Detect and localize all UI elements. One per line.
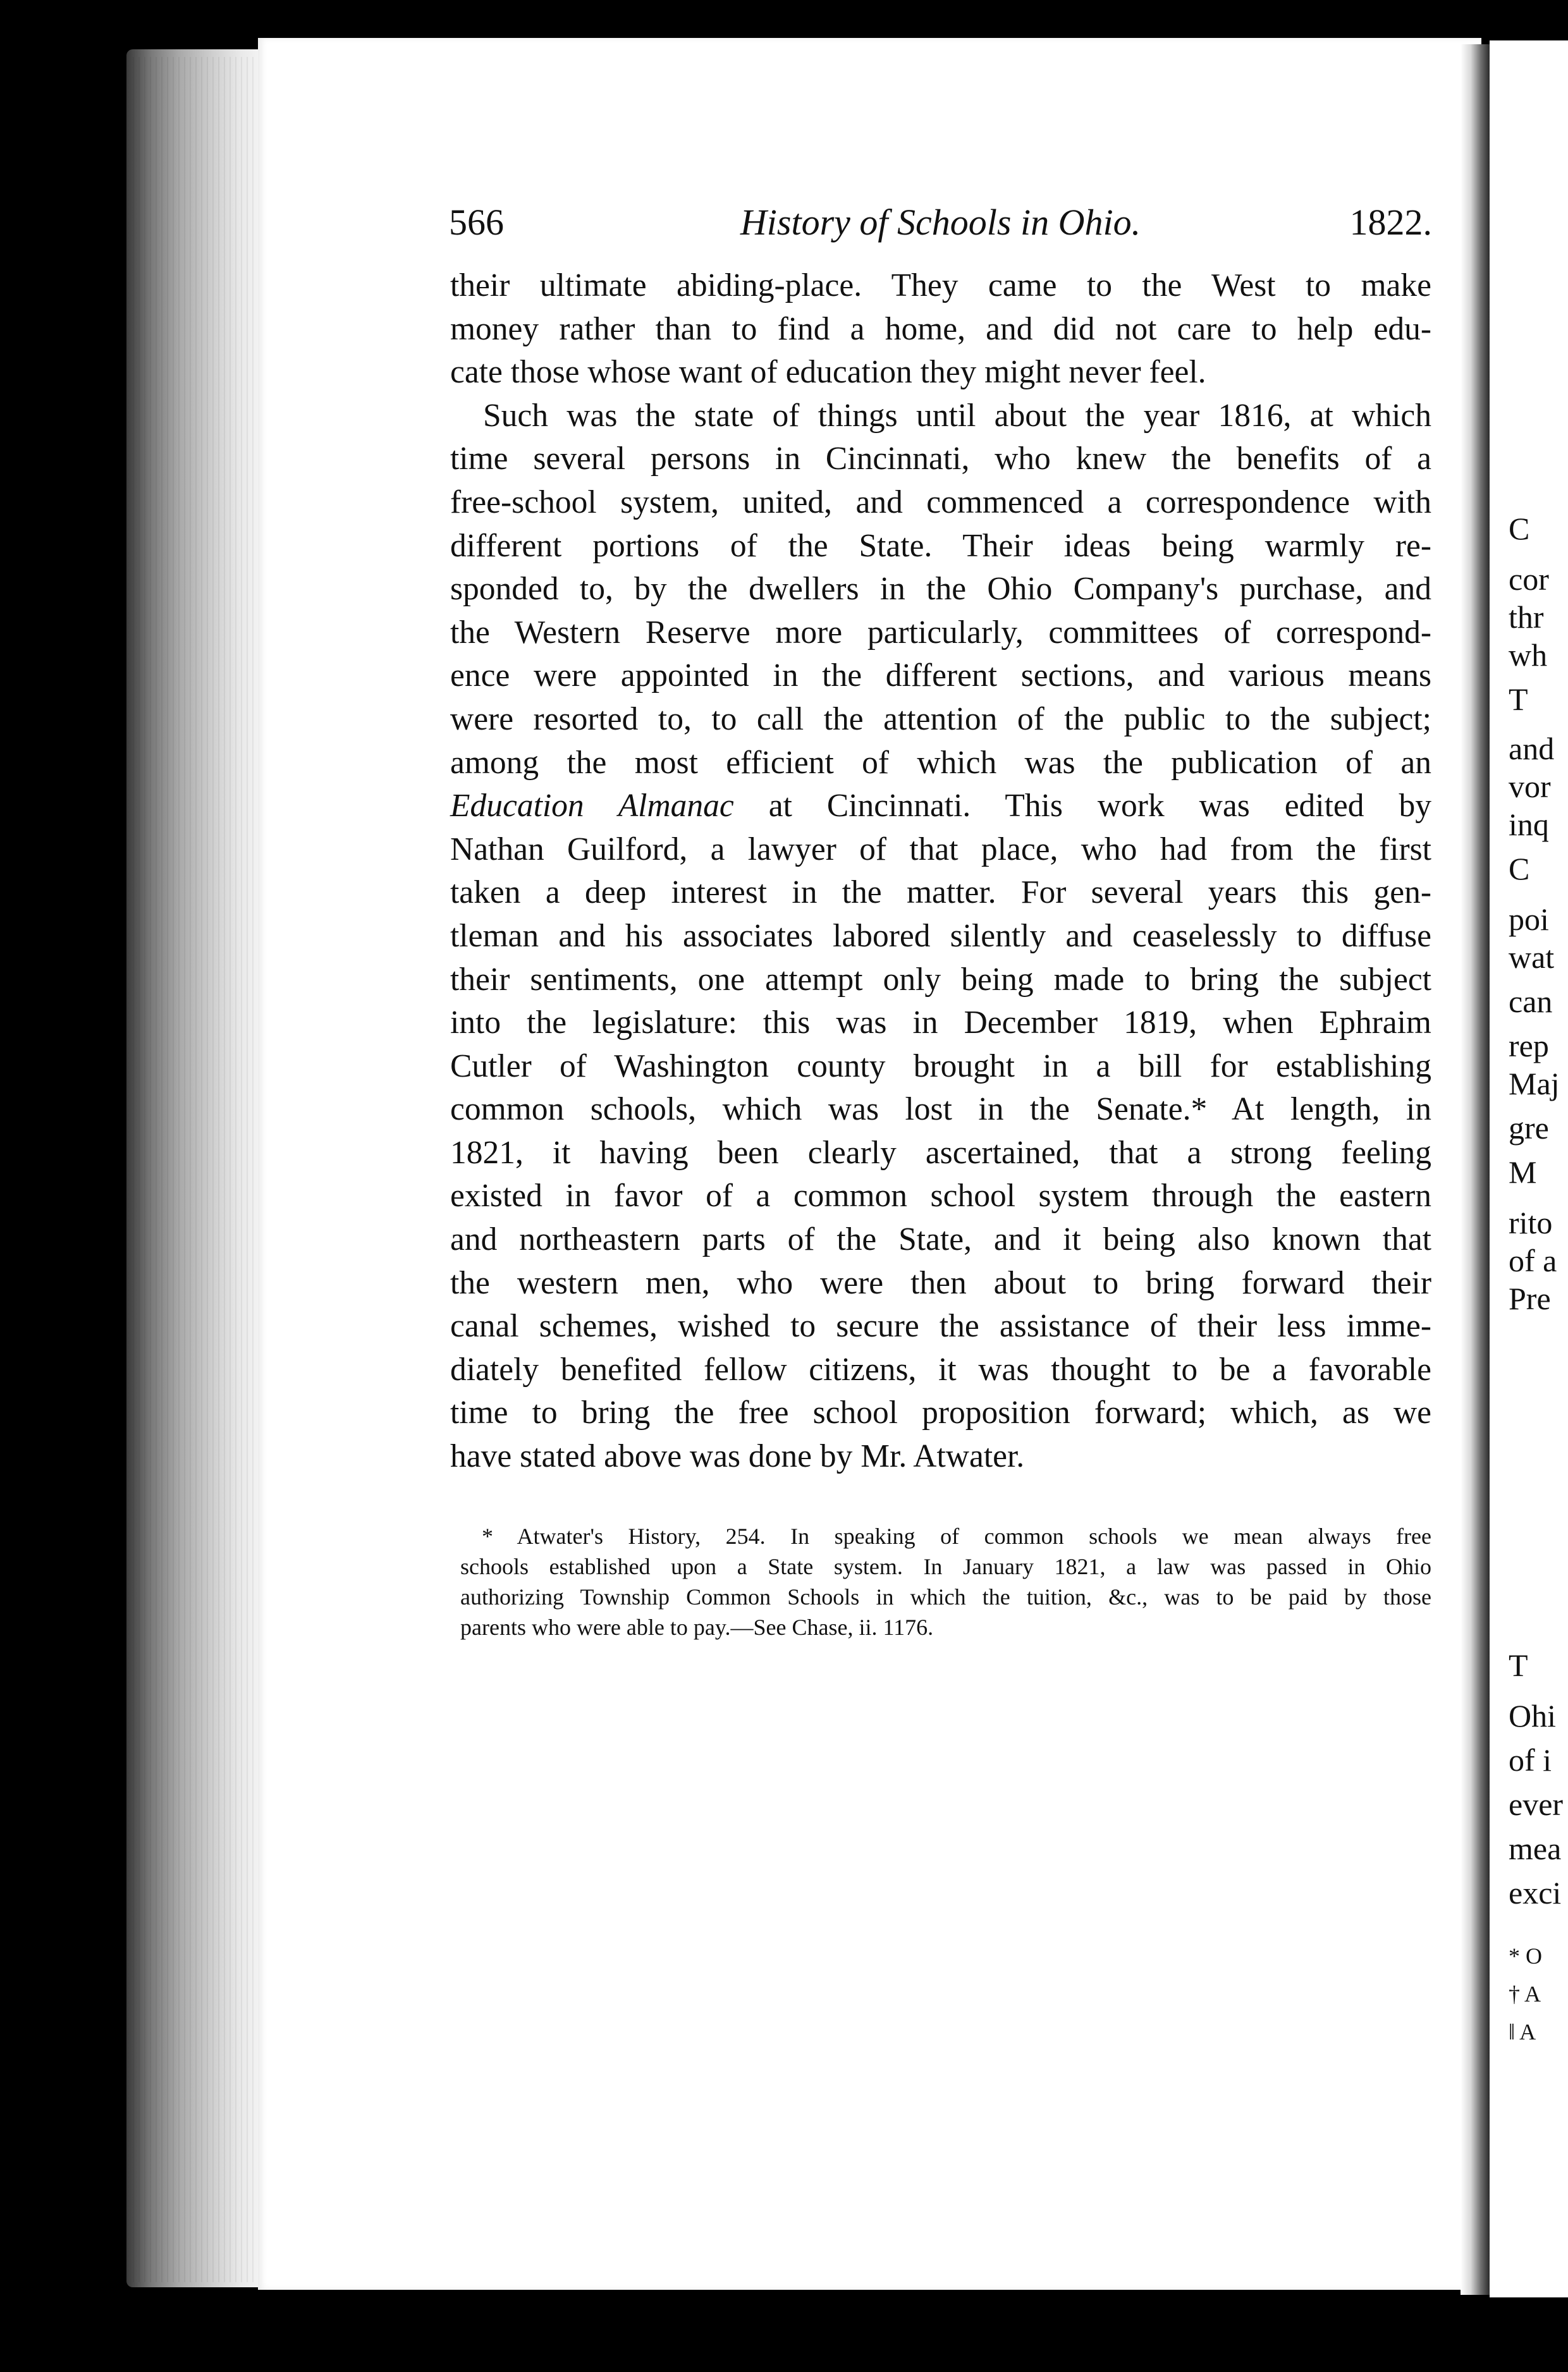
running-year: 1822. bbox=[1349, 202, 1432, 243]
facing-fragment: T bbox=[1509, 682, 1528, 717]
facing-page bbox=[1490, 40, 1568, 2297]
body-line: the western men, who were then about to bring forward their bbox=[450, 1264, 1431, 1301]
facing-fragment: poi bbox=[1509, 902, 1549, 937]
body-line: time to bring the free school proposition forward; which, as we bbox=[450, 1395, 1431, 1431]
body-line: time several persons in Cincinnati, who knew the benefits of a bbox=[450, 441, 1431, 477]
facing-fragment: † A bbox=[1509, 1981, 1541, 2007]
facing-fragment: rito bbox=[1509, 1205, 1553, 1240]
body-line: different portions of the State. Their ideas being warmly re- bbox=[450, 527, 1431, 564]
footnote-line: authorizing Township Common Schools in which the tuition, &c., was to be paid by those bbox=[460, 1584, 1431, 1610]
body-line: into the legislature: this was in December 1819, when Ephraim bbox=[450, 1005, 1431, 1041]
facing-fragment: ever bbox=[1509, 1787, 1564, 1822]
footnote-line: schools established upon a State system. In January 1821, a law was passed in Ohio bbox=[460, 1554, 1431, 1579]
facing-fragment: can bbox=[1509, 984, 1553, 1019]
body-line: taken a deep interest in the matter. For several years this gen- bbox=[450, 874, 1431, 911]
facing-fragment: cor bbox=[1509, 561, 1549, 597]
facing-fragment: Pre bbox=[1509, 1281, 1551, 1316]
facing-fragment: Maj bbox=[1509, 1066, 1560, 1101]
body-line: their sentiments, one attempt only being made to bring the subject bbox=[450, 961, 1431, 998]
facing-fragment: exci bbox=[1509, 1875, 1562, 1910]
body-text bbox=[450, 264, 1431, 1479]
body-line: existed in favor of a common school system through the eastern bbox=[450, 1178, 1431, 1214]
facing-fragment: rep bbox=[1509, 1028, 1549, 1063]
body-line-with-title bbox=[450, 785, 1431, 828]
facing-fragment: gre bbox=[1509, 1110, 1549, 1146]
almanac-title: Education Almanac bbox=[450, 788, 734, 824]
body-line: canal schemes, wished to secure the assistance of their less imme- bbox=[450, 1308, 1431, 1345]
book-gutter bbox=[1461, 44, 1490, 2295]
body-line: common schools, which was lost in the Senate.* At length, in bbox=[450, 1091, 1431, 1128]
body-line: their ultimate abiding-place. They came to the West to make bbox=[450, 267, 1431, 303]
facing-fragment: vor bbox=[1509, 769, 1551, 804]
body-line: Nathan Guilford, a lawyer of that place, who had from the first bbox=[450, 831, 1431, 867]
body-line: the Western Reserve more particularly, committees of correspond- bbox=[450, 614, 1431, 651]
page-number: 566 bbox=[449, 202, 504, 243]
body-line: ence were appointed in the different sections, and various means bbox=[450, 657, 1431, 694]
facing-fragment: Ohi bbox=[1509, 1698, 1556, 1733]
facing-fragment: inq bbox=[1509, 807, 1549, 842]
running-title: History of Schools in Ohio. bbox=[740, 202, 1141, 243]
facing-fragment: T bbox=[1509, 1648, 1528, 1683]
facing-fragment: thr bbox=[1509, 599, 1544, 635]
body-line: 1821, it having been clearly ascertained, that a strong feeling bbox=[450, 1134, 1431, 1171]
body-line: have stated above was done by Mr. Atwater. bbox=[450, 1438, 1025, 1475]
body-line: cate those whose want of education they might never feel. bbox=[450, 354, 1206, 391]
body-line: sponded to, by the dwellers in the Ohio Company's purchase, and bbox=[450, 571, 1431, 608]
footnote bbox=[460, 1521, 1431, 1642]
facing-fragment: C bbox=[1509, 511, 1530, 546]
facing-fragment: of a bbox=[1509, 1243, 1557, 1278]
running-head bbox=[449, 201, 1432, 258]
facing-fragment: M bbox=[1509, 1154, 1537, 1190]
facing-fragment: of i bbox=[1509, 1742, 1552, 1778]
footnote-line: parents who were able to pay.—See Chase, ii. 1176. bbox=[460, 1615, 934, 1640]
body-line: Such was the state of things until about the year 1816, at which bbox=[483, 397, 1431, 434]
facing-fragment: ‖ A bbox=[1509, 2019, 1536, 2045]
body-line: among the most efficient of which was the publication of an bbox=[450, 744, 1431, 781]
facing-fragment: wat bbox=[1509, 939, 1555, 975]
facing-fragment: C bbox=[1509, 851, 1530, 886]
body-line: money rather than to find a home, and did not care to help edu- bbox=[450, 310, 1431, 347]
facing-fragment: mea bbox=[1509, 1831, 1562, 1866]
body-line: Cutler of Washington county brought in a bill for establishing bbox=[450, 1048, 1431, 1084]
facing-fragment: wh bbox=[1509, 637, 1548, 673]
body-line-rest: at Cincinnati. This work was edited by bbox=[768, 788, 1431, 824]
body-line: diately benefited fellow citizens, it was thought to be a favorable bbox=[450, 1351, 1431, 1388]
facing-fragment: * O bbox=[1509, 1943, 1542, 1969]
footnote-line: * Atwater's History, 254. In speaking of common schools we mean always free bbox=[482, 1524, 1431, 1549]
body-line: and northeastern parts of the State, and it being also known that bbox=[450, 1221, 1431, 1258]
page-stack-lines bbox=[133, 57, 259, 2282]
body-line: tleman and his associates labored silently and ceaselessly to diffuse bbox=[450, 917, 1431, 954]
body-line: were resorted to, to call the attention of the public to the subject; bbox=[450, 700, 1431, 737]
body-line: free-school system, united, and commenced a correspondence with bbox=[450, 484, 1431, 520]
facing-fragment: and bbox=[1509, 731, 1555, 766]
